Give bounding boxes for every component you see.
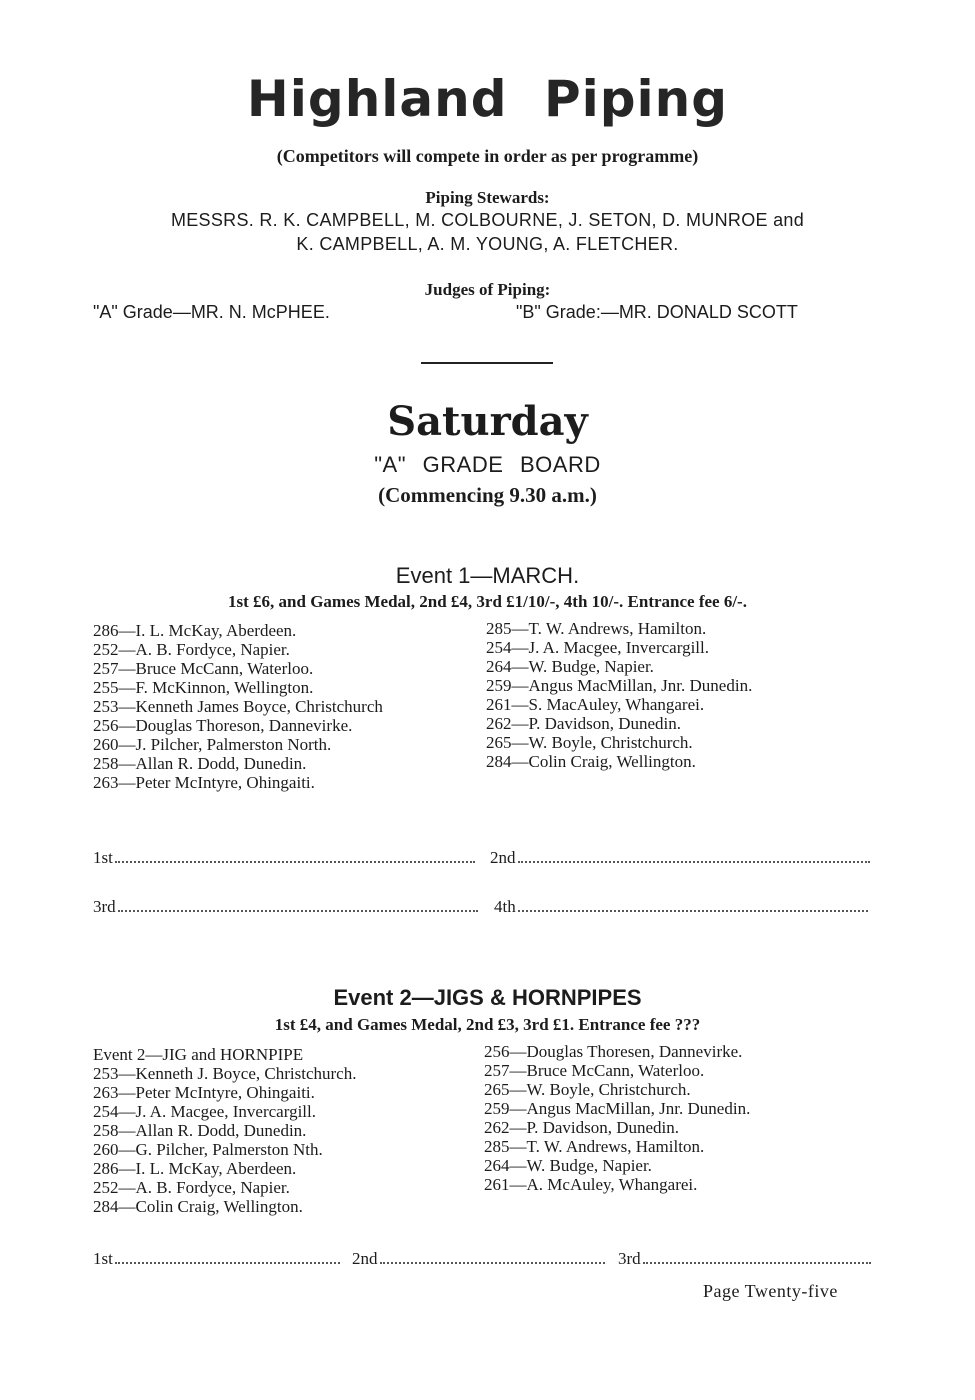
list-item: 262—P. Davidson, Dunedin. bbox=[486, 714, 682, 733]
page-subtitle: (Competitors will compete in order as per programme) bbox=[276, 146, 699, 166]
list-item: 252—A. B. Fordyce, Napier. bbox=[93, 1178, 290, 1197]
event2-result-3rd: 3rd bbox=[618, 1249, 871, 1269]
page-number: Page Twenty-five bbox=[703, 1281, 838, 1301]
event1-result-1st: 1st bbox=[93, 848, 475, 868]
list-item: 255—F. McKinnon, Wellington. bbox=[93, 678, 314, 697]
list-item: 261—S. MacAuley, Whangarei. bbox=[486, 695, 705, 714]
list-item: 265—W. Boyle, Christchurch. bbox=[484, 1080, 691, 1099]
list-item: 256—Douglas Thoresen, Dannevirke. bbox=[484, 1042, 743, 1061]
list-item: 286—I. L. McKay, Aberdeen. bbox=[93, 1159, 297, 1178]
list-item: 263—Peter McIntyre, Ohingaiti. bbox=[93, 1083, 315, 1102]
grade-board: "A" GRADE BOARD bbox=[374, 452, 601, 477]
event1-right-list bbox=[486, 619, 752, 771]
list-item: 256—Douglas Thoreson, Dannevirke. bbox=[93, 716, 353, 735]
event2-result-2nd: 2nd bbox=[352, 1249, 605, 1269]
list-item: 262—P. Davidson, Dunedin. bbox=[484, 1118, 680, 1137]
section-divider bbox=[421, 362, 553, 364]
event2-right-list bbox=[484, 1042, 750, 1194]
list-item: 260—J. Pilcher, Palmerston North. bbox=[93, 735, 332, 754]
list-item: 252—A. B. Fordyce, Napier. bbox=[93, 640, 290, 659]
list-item: 284—Colin Craig, Wellington. bbox=[486, 752, 696, 771]
event2-prizes: 1st £4, and Games Medal, 2nd £3, 3rd £1. Entrance fee ??? bbox=[274, 1015, 701, 1034]
list-item: 254—J. A. Macgee, Invercargill. bbox=[93, 1102, 316, 1121]
list-item: 264—W. Budge, Napier. bbox=[486, 657, 654, 676]
judges-label: Judges of Piping: bbox=[424, 280, 551, 299]
list-item: 284—Colin Craig, Wellington. bbox=[93, 1197, 303, 1216]
list-item: 285—T. W. Andrews, Hamilton. bbox=[484, 1137, 705, 1156]
page-title: Highland Piping bbox=[246, 70, 729, 128]
list-item: 259—Angus MacMillan, Jnr. Dunedin. bbox=[484, 1099, 751, 1118]
event1-result-3rd: 3rd bbox=[93, 897, 478, 917]
list-item: 261—A. McAuley, Whangarei. bbox=[484, 1175, 698, 1194]
event1-left-list bbox=[93, 621, 383, 792]
list-item: 265—W. Boyle, Christchurch. bbox=[486, 733, 693, 752]
list-item: 254—J. A. Macgee, Invercargill. bbox=[486, 638, 709, 657]
list-item: 263—Peter McIntyre, Ohingaiti. bbox=[93, 773, 315, 792]
event1-result-2nd: 2nd bbox=[490, 848, 870, 868]
list-item: 257—Bruce McCann, Waterloo. bbox=[93, 659, 314, 678]
list-item: 286—I. L. McKay, Aberdeen. bbox=[93, 621, 297, 640]
judge-b-grade: "B" Grade:—MR. DONALD SCOTT bbox=[516, 302, 798, 322]
list-item: 253—Kenneth James Boyce, Christchurch bbox=[93, 697, 383, 716]
event1-title: Event 1—MARCH. bbox=[395, 563, 580, 588]
commencing-time: (Commencing 9.30 a.m.) bbox=[378, 483, 597, 507]
list-item: 260—G. Pilcher, Palmerston Nth. bbox=[93, 1140, 323, 1159]
stewards-line-2: K. CAMPBELL, A. M. YOUNG, A. FLETCHER. bbox=[296, 234, 679, 254]
judge-a-grade: "A" Grade—MR. N. McPHEE. bbox=[93, 302, 330, 322]
event2-left-list bbox=[93, 1045, 356, 1216]
list-item: 258—Allan R. Dodd, Dunedin. bbox=[93, 1121, 307, 1140]
list-item: Event 2—JIG and HORNPIPE bbox=[93, 1045, 304, 1064]
stewards-label: Piping Stewards: bbox=[425, 188, 550, 207]
event2-title: Event 2—JIGS & HORNPIPES bbox=[333, 985, 642, 1010]
list-item: 264—W. Budge, Napier. bbox=[484, 1156, 652, 1175]
list-item: 258—Allan R. Dodd, Dunedin. bbox=[93, 754, 307, 773]
list-item: 257—Bruce McCann, Waterloo. bbox=[484, 1061, 705, 1080]
event1-result-4th: 4th bbox=[494, 897, 868, 917]
event2-result-1st: 1st bbox=[93, 1249, 340, 1269]
day-heading: Saturday bbox=[387, 398, 588, 445]
list-item: 253—Kenneth J. Boyce, Christchurch. bbox=[93, 1064, 357, 1083]
list-item: 285—T. W. Andrews, Hamilton. bbox=[486, 619, 707, 638]
event1-prizes: 1st £6, and Games Medal, 2nd £4, 3rd £1/10/-, 4th 10/-. Entrance fee 6/-. bbox=[228, 592, 747, 611]
list-item: 259—Angus MacMillan, Jnr. Dunedin. bbox=[486, 676, 753, 695]
stewards-line-1: MESSRS. R. K. CAMPBELL, M. COLBOURNE, J. SETON, D. MUNROE and bbox=[170, 210, 805, 230]
